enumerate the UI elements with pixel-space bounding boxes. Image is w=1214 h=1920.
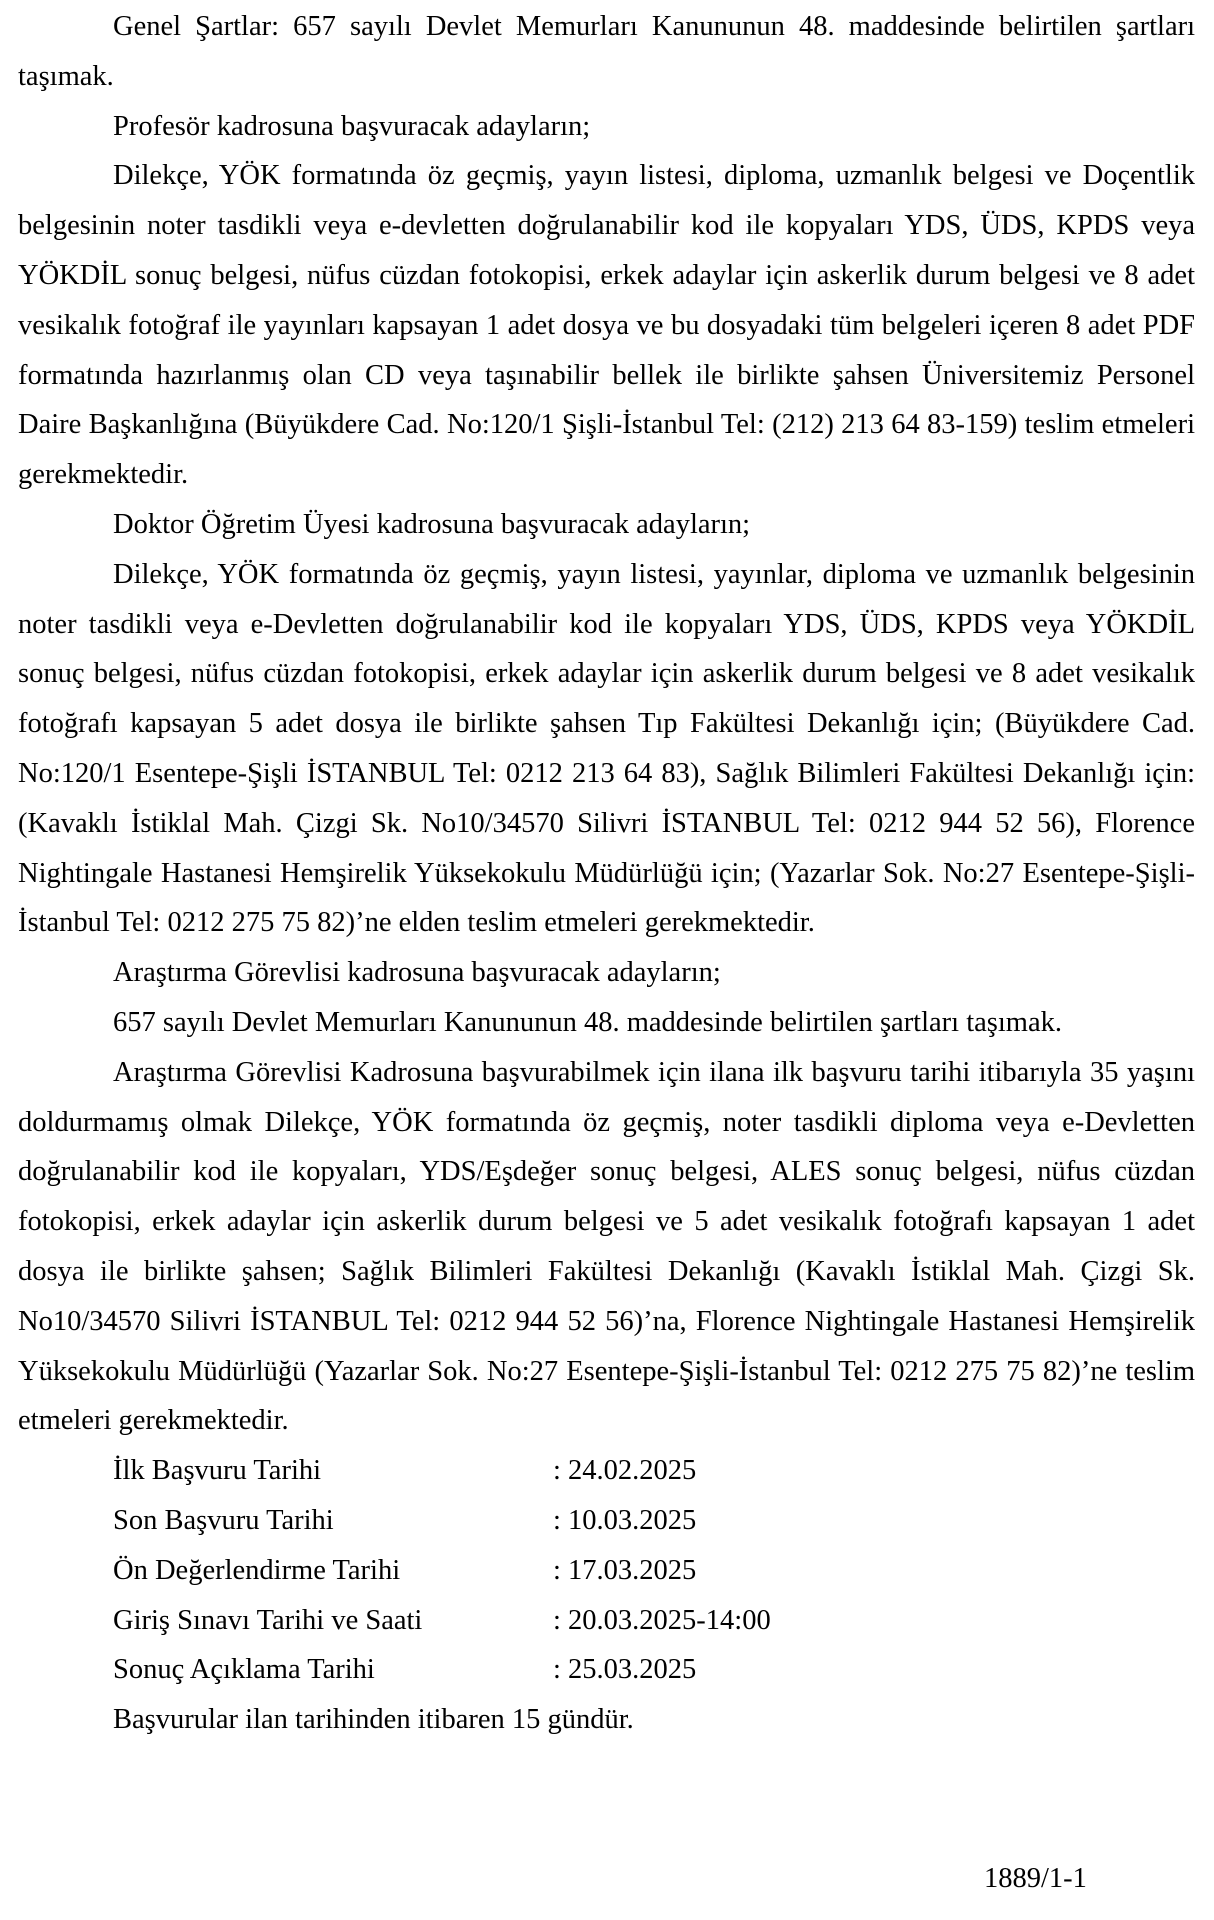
date-row [113, 1496, 1195, 1546]
date-row [113, 1645, 1195, 1695]
assistant-professor-requirements-paragraph: Dilekçe, YÖK formatında öz geçmiş, yayın listesi, yayınlar, diploma ve uzmanlık belgesinin noter tasdikli veya e-Devletten doğrulanabilir kod ile kopyaları YDS, ÜDS, KPDS veya YÖKDİL sonuç belgesi, nüfus cüzdan fotokopisi, erkek adaylar için askerlik durum belgesi ve 8 adet vesikalık fotoğrafı kapsayan 5 adet dosya ile birlikte şahsen Tıp Fakültesi Dekanlığı için; (Büyükdere Cad. No:120/1 Esentepe-Şişli İSTANBUL Tel: 0212 213 64 83), Sağlık Bilimleri Fakültesi Dekanlığı için: (Kavaklı İstiklal Mah. Çizgi Sk. No10/34570 Silivri İSTANBUL Tel: 0212 944 52 56), Florence Nightingale Hastanesi Hemşirelik Yüksekokulu Müdürlüğü için; (Yazarlar Sok. No:27 Esentepe-Şişli-İstanbul Tel: 0212 275 75 82)’ne elden teslim etmeleri gerekmektedir. [18, 558, 1195, 939]
date-row [113, 1446, 1195, 1496]
date-label: Sonuç Açıklama Tarihi [113, 1654, 375, 1686]
professor-heading: Profesör kadrosuna başvuracak adayların; [113, 110, 591, 142]
date-label: Giriş Sınavı Tarihi ve Saati [113, 1604, 423, 1636]
date-value: : 17.03.2025 [553, 1554, 697, 1586]
date-label: Son Başvuru Tarihi [113, 1504, 334, 1536]
application-period-note: Başvurular ilan tarihinden itibaren 15 gündür. [113, 1704, 634, 1736]
date-label: İlk Başvuru Tarihi [113, 1455, 322, 1487]
research-assistant-conditions-paragraph: 657 sayılı Devlet Memurları Kanununun 48. maddesinde belirtilen şartları taşımak. [113, 1006, 1062, 1038]
research-assistant-heading: Araştırma Görevlisi kadrosuna başvuracak adayların; [113, 957, 721, 989]
date-label: Ön Değerlendirme Tarihi [113, 1554, 401, 1586]
date-row [113, 1546, 1195, 1596]
page-number: 1889/1-1 [984, 1863, 1087, 1894]
date-value: : 10.03.2025 [553, 1504, 697, 1536]
date-value: : 20.03.2025-14:00 [553, 1604, 771, 1636]
professor-requirements-paragraph: Dilekçe, YÖK formatında öz geçmiş, yayın listesi, diploma, uzmanlık belgesi ve Doçentlik belgesinin noter tasdikli veya e-devletten doğrulanabilir kod ile kopyaları YDS, ÜDS, KPDS veya YÖKDİL sonuç belgesi, nüfus cüzdan fotokopisi, erkek adaylar için askerlik durum belgesi ve 8 adet vesikalık fotoğraf ile yayınları kapsayan 1 adet dosya ve bu dosyadaki tüm belgeleri içeren 8 adet PDF formatında hazırlanmış olan CD veya taşınabilir bellek ile birlikte şahsen Üniversitemiz Personel Daire Başkanlığına (Büyükdere Cad. No:120/1 Şişli-İstanbul Tel: (212) 213 64 83-159) teslim etmeleri gerekmektedir. [18, 160, 1195, 491]
research-assistant-requirements-paragraph: Araştırma Görevlisi Kadrosuna başvurabilmek için ilana ilk başvuru tarihi itibarıyla 35 yaşını doldurmamış olmak Dilekçe, YÖK formatında öz geçmiş, noter tasdikli diploma veya e-Devletten doğrulanabilir kod ile kopyaları, YDS/Eşdeğer sonuç belgesi, ALES sonuç belgesi, nüfus cüzdan fotokopisi, erkek adaylar için askerlik durum belgesi ve 5 adet vesikalık fotoğrafı kapsayan 1 adet dosya ile birlikte şahsen; Sağlık Bilimleri Fakültesi Dekanlığı (Kavaklı İstiklal Mah. Çizgi Sk. No10/34570 Silivri İSTANBUL Tel: 0212 944 52 56)’na, Florence Nightingale Hastanesi Hemşirelik Yüksekokulu Müdürlüğü (Yazarlar Sok. No:27 Esentepe-Şişli-İstanbul Tel: 0212 275 75 82)’ne teslim etmeleri gerekmektedir. [18, 1056, 1195, 1437]
date-value: : 24.02.2025 [553, 1455, 697, 1487]
date-value: : 25.03.2025 [553, 1654, 697, 1686]
date-row [113, 1596, 1195, 1646]
assistant-professor-heading: Doktor Öğretim Üyesi kadrosuna başvuracak adayların; [113, 508, 751, 540]
general-conditions-paragraph: Genel Şartlar: 657 sayılı Devlet Memurları Kanununun 48. maddesinde belirtilen şartları taşımak. [18, 11, 1195, 92]
application-dates-list [113, 1446, 1195, 1695]
announcement-document [18, 2, 1195, 1745]
